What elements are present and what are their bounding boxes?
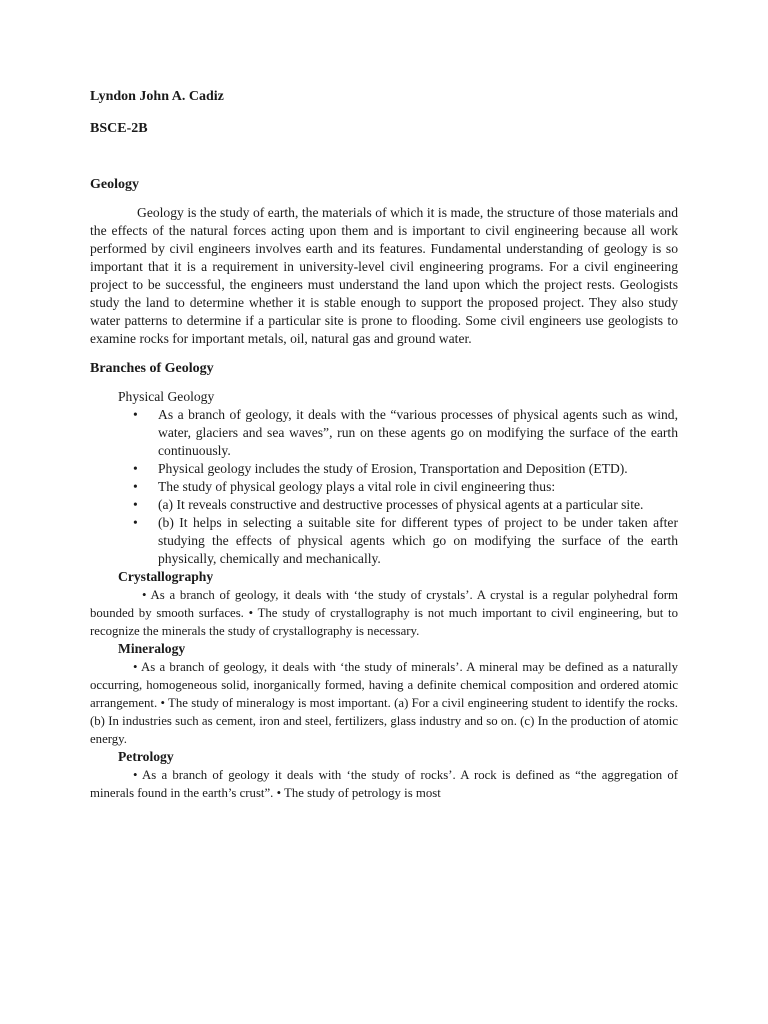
bullet-marker: •: [133, 515, 138, 530]
list-item-text: The study of physical geology plays a vital role in civil engineering thus:: [158, 479, 556, 494]
list-item: [90, 496, 678, 514]
physical-geology-heading: Physical Geology: [118, 389, 215, 404]
petrology-heading: Petrology: [118, 749, 174, 764]
list-item-text: (a) It reveals constructive and destructive processes of physical agents at a particular site.: [158, 497, 644, 512]
mineralogy-paragraph: • As a branch of geology, it deals with ‘the study of minerals’. A mineral may be defined as a naturally occurring, homogeneous solid, inorganically formed, having a definite chemical composition and ordered atomic arrangement. • The study of mineralogy is most important. (a) For a civil engineering student to identify the rocks. (b) In industries such as cement, iron and steel, fertilizers, glass industry and so on. (c) In the production of atomic energy.: [90, 660, 678, 746]
list-item: [90, 460, 678, 478]
list-item-text: (b) It helps in selecting a suitable site for different types of project to be under taken after studying the effects of physical agents which go on modifying the surface of the earth physically, chemically and mechanically.: [158, 515, 678, 566]
list-item: [90, 478, 678, 496]
branches-title: Branches of Geology: [90, 361, 214, 376]
mineralogy-heading: Mineralogy: [118, 641, 186, 656]
bullet-marker: •: [133, 407, 138, 422]
list-item-text: Physical geology includes the study of Erosion, Transportation and Deposition (ETD).: [158, 461, 628, 476]
geology-intro-paragraph: Geology is the study of earth, the materials of which it is made, the structure of those materials and the effects of the natural forces acting upon them and is important to civil engineering because all work performed by civil engineers involves earth and its features. Fundamental understanding of geology is so important that it is a requirement in university-level civil engineering programs. For a civil engineering project to be successful, the engineers must understand the land upon which the project rests. Geologists study the land to determine whether it is stable enough to support the proposed project. They also study water patterns to determine if a particular site is prone to flooding. Some civil engineers use geologists to examine rocks for important metals, oil, natural gas and ground water.: [90, 205, 678, 346]
author-name: Lyndon John A. Cadiz: [90, 89, 224, 104]
crystallography-heading: Crystallography: [118, 569, 214, 584]
bullet-marker: •: [133, 479, 138, 494]
physical-geology-list: [90, 406, 678, 568]
bullet-marker: •: [133, 461, 138, 476]
list-item-text: As a branch of geology, it deals with the “various processes of physical agents such as wind, water, glaciers and sea waves”, run on these agents go on modifying the surface of the earth continuously.: [158, 407, 678, 458]
list-item: [90, 406, 678, 460]
document-page: [90, 88, 678, 802]
course-section: BSCE-2B: [90, 121, 148, 136]
bullet-marker: •: [133, 497, 138, 512]
list-item: [90, 514, 678, 568]
crystallography-paragraph: • As a branch of geology, it deals with ‘the study of crystals’. A crystal is a regular polyhedral form bounded by smooth surfaces. • The study of crystallography is not much important to civil engineering, but to recognize the minerals the study of crystallography is necessary.: [90, 588, 678, 638]
geology-title: Geology: [90, 177, 139, 192]
petrology-paragraph: • As a branch of geology it deals with ‘the study of rocks’. A rock is defined as “the aggregation of minerals found in the earth’s crust”. • The study of petrology is most: [90, 768, 678, 800]
